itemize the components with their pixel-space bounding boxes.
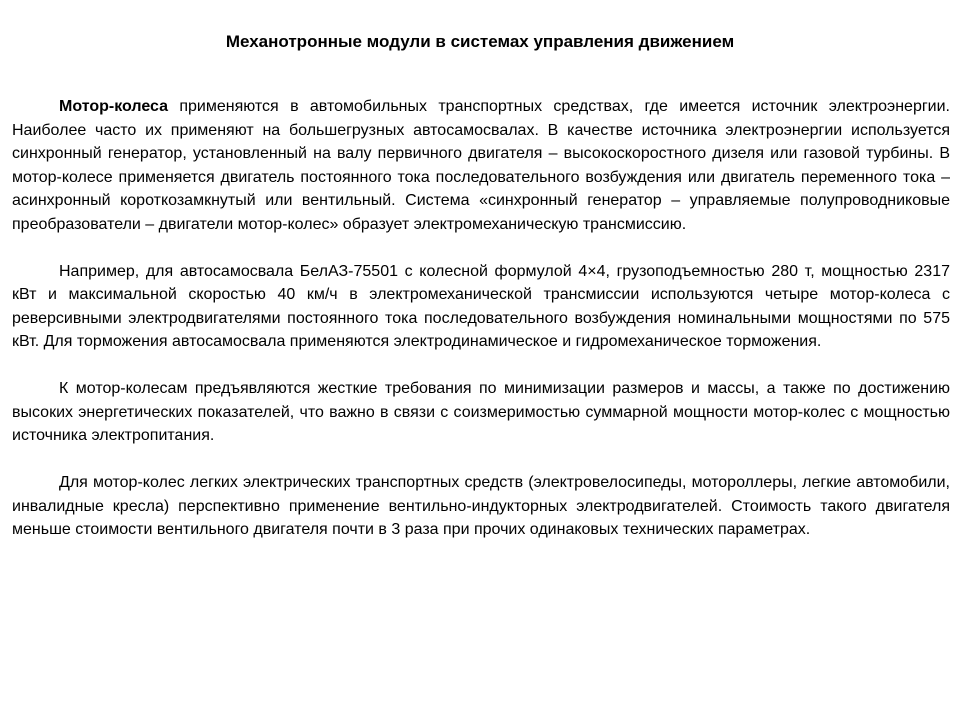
slide-body bbox=[12, 95, 950, 542]
paragraph-text: Например, для автосамосвала БелАЗ-75501 с колесной формулой 4×4, грузоподъемностью 280 т, мощностью 2317 кВт и максимальной скоростью 40 км/ч в электромеханической трансмиссии используются четыре мотор-колеса с реверсивными электродвигателями постоянного тока последовательного возбуждения номинальными мощностями по 575 кВт. Для торможения автосамосвала применяются электродинамическое и гидромеханическое торможения. bbox=[12, 262, 950, 350]
paragraph-belaz-example bbox=[12, 260, 950, 354]
slide-title: Механотронные модули в системах управления движением bbox=[225, 32, 735, 51]
paragraph-motor-wheels bbox=[12, 95, 950, 236]
paragraph-requirements bbox=[12, 377, 950, 448]
paragraph-lead-term: Мотор-колеса bbox=[59, 98, 169, 115]
paragraph-text: Для мотор-колес легких электрических транспортных средств (электровелосипеды, мотороллеры, легкие автомобили, инвалидные кресла) перспективно применение вентильно-индукторных электродвигателей. Стоимость такого двигателя меньше стоимости вентильного двигателя почти в 3 раза при прочих одинаковых технических параметрах. bbox=[12, 474, 950, 538]
paragraph-text: К мотор-колесам предъявляются жесткие требования по минимизации размеров и массы, а также по достижению высоких энергетических показателей, что важно в связи с соизмеримостью суммарной мощности мотор-колес с мощностью источника электропитания. bbox=[12, 380, 950, 444]
paragraph-light-vehicles bbox=[12, 471, 950, 542]
paragraph-text: применяются в автомобильных транспортных средствах, где имеется источник электроэнергии. Наиболее часто их применяют на большегрузных автосамосвалах. В качестве источника электроэнергии используется синхронный генератор, установленный на валу первичного двигателя – высокоскоростного дизеля или газовой турбины. В мотор-колесе применяется двигатель постоянного тока последовательного возбуждения или двигатель переменного тока – асинхронный короткозамкнутый или вентильный. Система «синхронный генератор – управляемые полупроводниковые преобразователи – двигатели мотор-колес» образует электромеханическую трансмиссию. bbox=[12, 98, 950, 233]
